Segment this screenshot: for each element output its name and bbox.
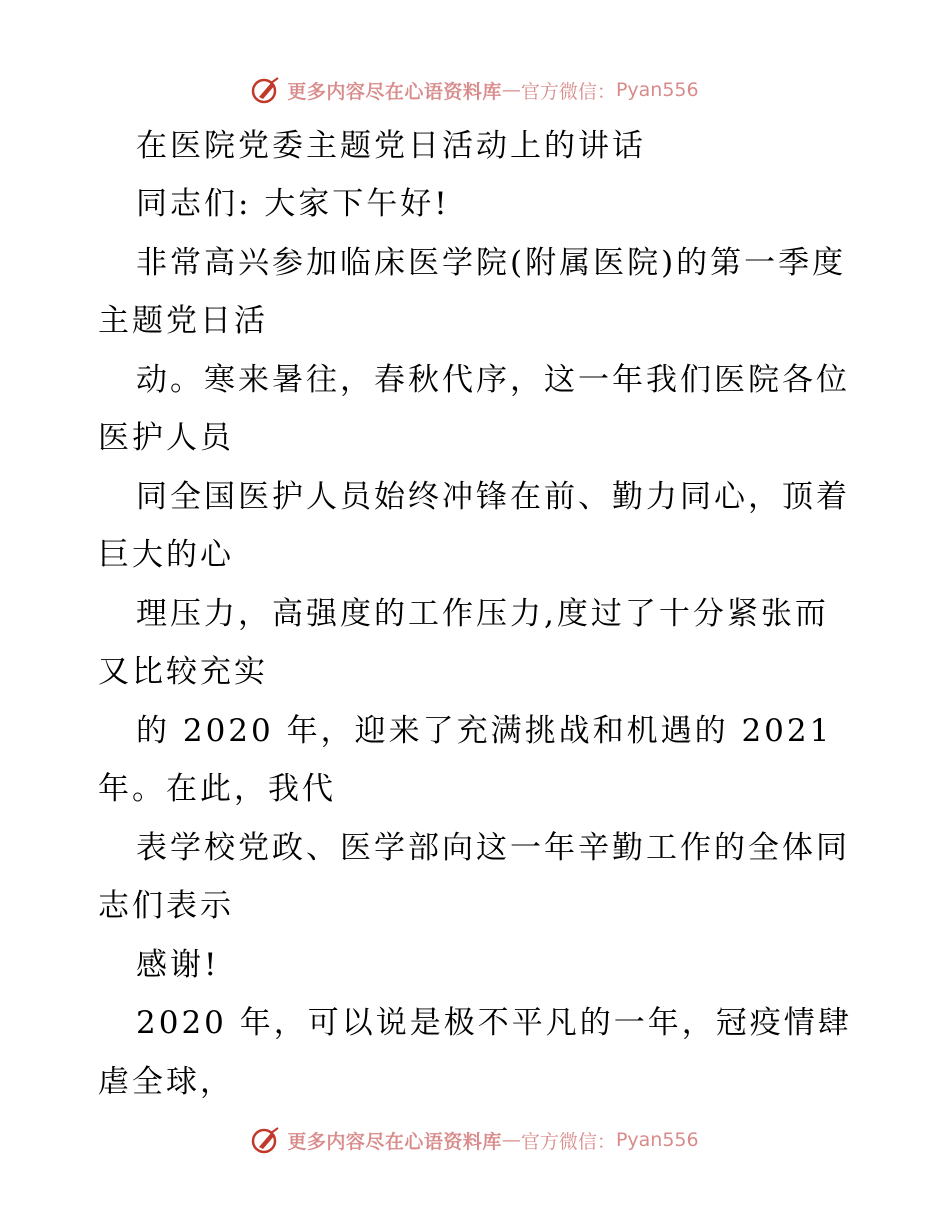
doc-title: 在医院党委主题党日活动上的讲话 — [136, 128, 646, 164]
banner-text: 更多内容尽在心语资料库 — [287, 80, 502, 103]
body-line: 的 2020 年，迎来了充满挑战和机遇的 2021 — [136, 713, 833, 749]
banner-wechat-id: Pyan556 — [615, 1129, 699, 1151]
banner-wechat-label: 官方微信： — [520, 80, 616, 103]
body-line: 志们表示 — [98, 888, 234, 924]
footer-banner — [0, 1120, 950, 1160]
body-line: 主题党日活 — [98, 303, 268, 339]
header-banner — [0, 70, 950, 110]
body-line: 又比较充实 — [98, 654, 268, 690]
body-line: 理压力，高强度的工作压力,度过了十分紧张而 — [136, 596, 829, 632]
banner-dash: — — [501, 79, 521, 101]
body-line: 虐全球， — [98, 1064, 234, 1100]
banner-wechat-label: 官方微信： — [520, 1130, 616, 1153]
body-line: 医护人员 — [98, 420, 234, 456]
pen-logo-icon — [251, 1125, 281, 1155]
body-line: 动。寒来暑往，春秋代序，这一年我们医院各位 — [136, 362, 850, 398]
banner-dash: — — [501, 1129, 521, 1151]
pen-logo-icon — [251, 75, 281, 105]
body-line: 年。在此，我代 — [98, 771, 336, 807]
banner-wechat-id: Pyan556 — [615, 79, 699, 101]
greeting: 同志们: 大家下午好! — [136, 186, 450, 222]
body-line: 非常高兴参加临床医学院(附属医院)的第一季度 — [136, 245, 847, 281]
body-line: 表学校党政、医学部向这一年辛勤工作的全体同 — [136, 830, 850, 866]
banner-text: 更多内容尽在心语资料库 — [287, 1130, 502, 1153]
body-line: 2020 年，可以说是极不平凡的一年，冠疫情肆 — [136, 1005, 852, 1041]
body-line: 感谢! — [136, 947, 220, 983]
body-line: 同全国医护人员始终冲锋在前、勤力同心，顶着 — [136, 479, 850, 515]
body-line: 巨大的心 — [98, 537, 234, 573]
